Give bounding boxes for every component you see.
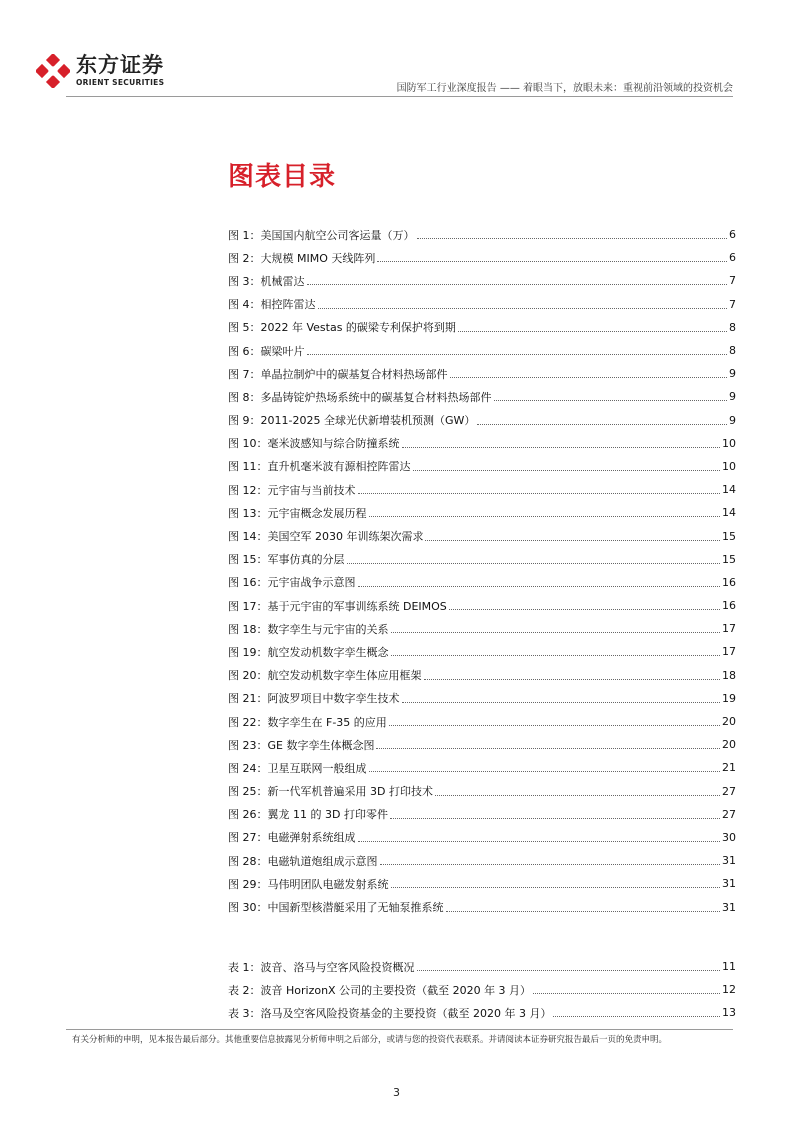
figure-entry-page-number: 19	[722, 691, 736, 705]
figure-entry-page-number: 9	[729, 367, 736, 381]
brand-logo	[36, 54, 164, 88]
dot-leader	[377, 261, 727, 262]
figure-entry[interactable]	[228, 664, 736, 687]
figure-entry-page-number: 17	[722, 645, 736, 659]
figure-entry-page-number: 15	[722, 529, 736, 543]
figure-entry-label: 图 9：2011-2025 全球光伏新增装机预测（GW）	[228, 414, 476, 428]
report-header-title: 国防军工行业深度报告 —— 着眼当下，放眼未来：重视前沿领域的投资机会	[396, 83, 733, 94]
dot-leader	[458, 331, 727, 332]
figure-entry[interactable]	[228, 501, 736, 524]
dot-leader	[417, 238, 728, 239]
figure-entry-label: 图 10：毫米波感知与综合防撞系统	[228, 437, 400, 451]
figure-entry-page-number: 8	[729, 320, 736, 334]
figure-entry-page-number: 20	[722, 715, 736, 729]
figure-entry-page-number: 30	[722, 830, 736, 844]
dot-leader	[424, 679, 721, 680]
page-title: 图表目录	[228, 162, 337, 192]
dot-leader	[380, 864, 721, 865]
footer-divider	[66, 1029, 733, 1030]
figure-entry[interactable]	[228, 803, 736, 826]
figure-entry[interactable]	[228, 385, 736, 408]
figure-entry[interactable]	[228, 872, 736, 895]
figure-entry[interactable]	[228, 733, 736, 756]
figure-entry[interactable]	[228, 478, 736, 501]
figure-entry[interactable]	[228, 362, 736, 385]
dot-leader	[369, 771, 721, 772]
table-entry-label: 表 2：波音 HorizonX 公司的主要投资（截至 2020 年 3 月）	[228, 983, 532, 997]
dot-leader	[553, 1016, 720, 1017]
figure-entry[interactable]	[228, 756, 736, 779]
figure-entry[interactable]	[228, 269, 736, 292]
figure-entry-label: 图 29：马伟明团队电磁发射系统	[228, 877, 389, 891]
figure-entry-label: 图 18：数字孪生与元宇宙的关系	[228, 622, 389, 636]
figure-entry-label: 图 16：元宇宙战争示意图	[228, 576, 356, 590]
table-entry-label: 表 3：洛马及空客风险投资基金的主要投资（截至 2020 年 3 月）	[228, 1006, 552, 1020]
figure-entry-page-number: 27	[722, 807, 736, 821]
dot-leader	[494, 400, 728, 401]
figure-entry-label: 图 23：GE 数字孪生体概念图	[228, 738, 375, 752]
figure-entry[interactable]	[228, 548, 736, 571]
figure-entry-page-number: 21	[722, 761, 736, 775]
figure-entry-label: 图 6：碳梁叶片	[228, 344, 305, 358]
figure-entry[interactable]	[228, 246, 736, 269]
figure-entry-page-number: 7	[729, 297, 736, 311]
table-entry-page-number: 12	[722, 983, 736, 997]
figure-entry-page-number: 20	[722, 738, 736, 752]
dot-leader	[450, 377, 728, 378]
figure-entry[interactable]	[228, 780, 736, 803]
figure-entry[interactable]	[228, 432, 736, 455]
dot-leader	[390, 818, 720, 819]
figure-entry-label: 图 7：单晶拉制炉中的碳基复合材料热场部件	[228, 367, 448, 381]
figure-entry[interactable]	[228, 594, 736, 617]
figure-entry[interactable]	[228, 710, 736, 733]
table-entry-label: 表 1：波音、洛马与空客风险投资概况	[228, 960, 415, 974]
figure-entry-label: 图 17：基于元宇宙的军事训练系统 DEIMOS	[228, 599, 447, 613]
figure-entry[interactable]	[228, 293, 736, 316]
dot-leader	[307, 354, 728, 355]
figure-entry[interactable]	[228, 826, 736, 849]
figure-entry-page-number: 31	[722, 854, 736, 868]
table-entry[interactable]	[228, 955, 736, 978]
figure-entry-label: 图 3：机械雷达	[228, 274, 305, 288]
figure-entry[interactable]	[228, 223, 736, 246]
dot-leader	[347, 563, 721, 564]
figure-entry-label: 图 14：美国空军 2030 年训练架次需求	[228, 530, 424, 544]
figure-entry-page-number: 17	[722, 622, 736, 636]
figure-entry-label: 图 1：美国国内航空公司客运量（万）	[228, 228, 415, 242]
figure-entry-page-number: 16	[722, 599, 736, 613]
figure-entry-label: 图 24：卫星互联网一般组成	[228, 761, 367, 775]
figure-entry-label: 图 21：阿波罗项目中数字孪生技术	[228, 692, 400, 706]
figure-entry-label: 图 5：2022 年 Vestas 的碳梁专利保护将到期	[228, 321, 456, 335]
figure-entry-page-number: 10	[722, 459, 736, 473]
orient-logo-icon	[36, 54, 70, 88]
figure-entry-label: 图 4：相控阵雷达	[228, 298, 316, 312]
figure-entry[interactable]	[228, 571, 736, 594]
figure-entry-page-number: 6	[729, 251, 736, 265]
figure-entry-label: 图 2：大规模 MIMO 天线阵列	[228, 251, 376, 265]
figure-entry[interactable]	[228, 524, 736, 547]
figure-entry[interactable]	[228, 640, 736, 663]
figure-entry-page-number: 14	[722, 506, 736, 520]
dot-leader	[449, 609, 720, 610]
figure-entry[interactable]	[228, 895, 736, 918]
figure-entry-page-number: 9	[729, 413, 736, 427]
header-divider	[66, 96, 733, 97]
dot-leader	[391, 632, 721, 633]
figure-entry-page-number: 14	[722, 483, 736, 497]
table-entry[interactable]	[228, 1001, 736, 1024]
figure-entry-label: 图 19：航空发动机数字孪生概念	[228, 645, 389, 659]
dot-leader	[425, 540, 720, 541]
figure-entry-page-number: 18	[722, 668, 736, 682]
dot-leader	[413, 470, 721, 471]
figure-entry-label: 图 30：中国新型核潜艇采用了无轴泵推系统	[228, 901, 444, 915]
dot-leader	[533, 993, 720, 994]
disclaimer-text: 有关分析师的申明，见本报告最后部分。其他重要信息披露见分析师申明之后部分，或请与您的投资代表联系。并请阅读本证券研究报告最后一页的免责申明。	[72, 1035, 668, 1045]
figure-entry[interactable]	[228, 316, 736, 339]
figure-entry-label: 图 26：翼龙 11 的 3D 打印零件	[228, 808, 388, 822]
figure-entry-page-number: 27	[722, 784, 736, 798]
figure-entry-label: 图 12：元宇宙与当前技术	[228, 483, 356, 497]
page-number: 3	[393, 1086, 400, 1099]
figure-entry-label: 图 22：数字孪生在 F-35 的应用	[228, 715, 387, 729]
dot-leader	[435, 795, 720, 796]
figure-entry-label: 图 20：航空发动机数字孪生体应用框架	[228, 669, 422, 683]
figure-entry-page-number: 8	[729, 344, 736, 358]
figure-entry[interactable]	[228, 687, 736, 710]
figure-entry-page-number: 16	[722, 575, 736, 589]
table-entry-page-number: 11	[722, 960, 736, 974]
figure-entry-label: 图 11：直升机毫米波有源相控阵雷达	[228, 460, 411, 474]
figure-entry-page-number: 7	[729, 274, 736, 288]
table-list	[228, 955, 736, 1025]
dot-leader	[358, 493, 721, 494]
table-entry[interactable]	[228, 978, 736, 1001]
dot-leader	[358, 586, 721, 587]
figure-entry-label: 图 25：新一代军机普遍采用 3D 打印技术	[228, 785, 433, 799]
figure-entry-label: 图 15：军事仿真的分层	[228, 553, 345, 567]
figure-entry-page-number: 15	[722, 552, 736, 566]
figure-entry-page-number: 31	[722, 900, 736, 914]
dot-leader	[402, 447, 721, 448]
brand-name-cn: 东方证券	[76, 53, 164, 78]
figure-entry[interactable]	[228, 409, 736, 432]
figure-entry-page-number: 6	[729, 228, 736, 242]
dot-leader	[389, 725, 720, 726]
figure-entry-page-number: 31	[722, 877, 736, 891]
figure-entry[interactable]	[228, 617, 736, 640]
figure-entry-page-number: 10	[722, 436, 736, 450]
figure-entry-label: 图 28：电磁轨道炮组成示意图	[228, 854, 378, 868]
table-entry-page-number: 13	[722, 1006, 736, 1020]
figure-list	[228, 223, 736, 919]
dot-leader	[391, 887, 721, 888]
figure-entry-label: 图 27：电磁弹射系统组成	[228, 831, 356, 845]
figure-entry[interactable]	[228, 455, 736, 478]
dot-leader	[417, 970, 721, 971]
dot-leader	[376, 748, 720, 749]
dot-leader	[446, 911, 721, 912]
figure-entry-label: 图 8：多晶铸锭炉热场系统中的碳基复合材料热场部件	[228, 390, 492, 404]
figure-entry[interactable]	[228, 849, 736, 872]
dot-leader	[477, 424, 727, 425]
figure-entry-label: 图 13：元宇宙概念发展历程	[228, 506, 367, 520]
dot-leader	[307, 284, 728, 285]
figure-entry-page-number: 9	[729, 390, 736, 404]
dot-leader	[391, 655, 721, 656]
figure-entry[interactable]	[228, 339, 736, 362]
dot-leader	[369, 516, 721, 517]
brand-name-en: ORIENT SECURITIES	[76, 78, 165, 88]
dot-leader	[402, 702, 721, 703]
dot-leader	[358, 841, 721, 842]
dot-leader	[318, 308, 728, 309]
